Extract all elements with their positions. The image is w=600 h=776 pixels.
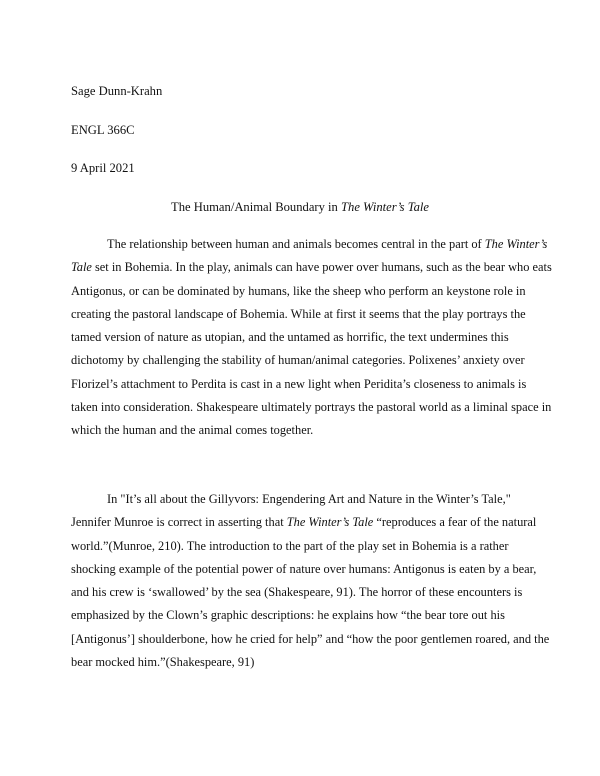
paragraph-2-line: emphasized by the Clown’s graphic descriptions: he explains how “the bear tore out his bbox=[71, 608, 505, 623]
paragraph-1-line: The relationship between human and animals becomes central in the part of The Winter’s bbox=[107, 237, 548, 251]
essay-title bbox=[0, 199, 600, 215]
paragraph-1-line: Antigonus, or can be dominated by humans, like the sheep who perform an keystone role in bbox=[71, 283, 526, 298]
paragraph-1-line: Tale set in Bohemia. In the play, animals can have power over humans, such as the bear who eats bbox=[71, 260, 552, 275]
paragraph-2-line: world.”(Munroe, 210). The introduction to the part of the play set in Bohemia is a rather bbox=[71, 538, 509, 553]
paragraph-1-line: which the human and the animal comes together. bbox=[71, 423, 314, 438]
paragraph-2 bbox=[71, 488, 550, 674]
paragraph-2-line: and his crew is ‘swallowed’ by the sea (Shakespeare, 91). The horror of these encounters is bbox=[71, 585, 523, 600]
paragraph-2-line: bear mocked him.”(Shakespeare, 91) bbox=[71, 655, 255, 670]
course-code: ENGL 366C bbox=[71, 123, 135, 137]
paragraph-1-line: dichotomy by challenging the stability of human/animal categories. Polixenes’ anxiety over bbox=[71, 353, 525, 368]
paragraph-1-line: tamed version of nature as utopian, and the untamed as horrific, the text undermines this bbox=[71, 330, 509, 345]
paragraph-1 bbox=[71, 233, 552, 443]
paragraph-2-line: [Antigonus’] shoulderbone, how he cried for help” and “how the poor gentlemen roared, and the bbox=[71, 631, 550, 646]
paragraph-1-line: Florizel’s attachment to Perdita is cast in a new light when Peridita’s closeness to animals is bbox=[71, 376, 527, 391]
paragraph-1-line: taken into consideration. Shakespeare ultimately portrays the pastoral world as a liminal space in bbox=[71, 400, 552, 415]
paragraph-2-line: Jennifer Munroe is correct in asserting that The Winter’s Tale “reproduces a fear of the natural bbox=[71, 515, 537, 530]
author-name: Sage Dunn-Krahn bbox=[71, 84, 163, 98]
paragraph-2-line: In "It’s all about the Gillyvors: Engendering Art and Nature in the Winter’s Tale," bbox=[107, 492, 511, 506]
paragraph-2-line: shocking example of the potential power of nature over humans: Antigonus is eaten by a bear, bbox=[71, 561, 537, 576]
essay-title-italic: The Winter’s Tale bbox=[341, 200, 429, 214]
paragraph-1-line: creating the pastoral landscape of Bohemia. While at first it seems that the play portrays the bbox=[71, 306, 526, 321]
essay-title-prefix: The Human/Animal Boundary in bbox=[171, 200, 342, 214]
essay-date: 9 April 2021 bbox=[71, 161, 135, 175]
